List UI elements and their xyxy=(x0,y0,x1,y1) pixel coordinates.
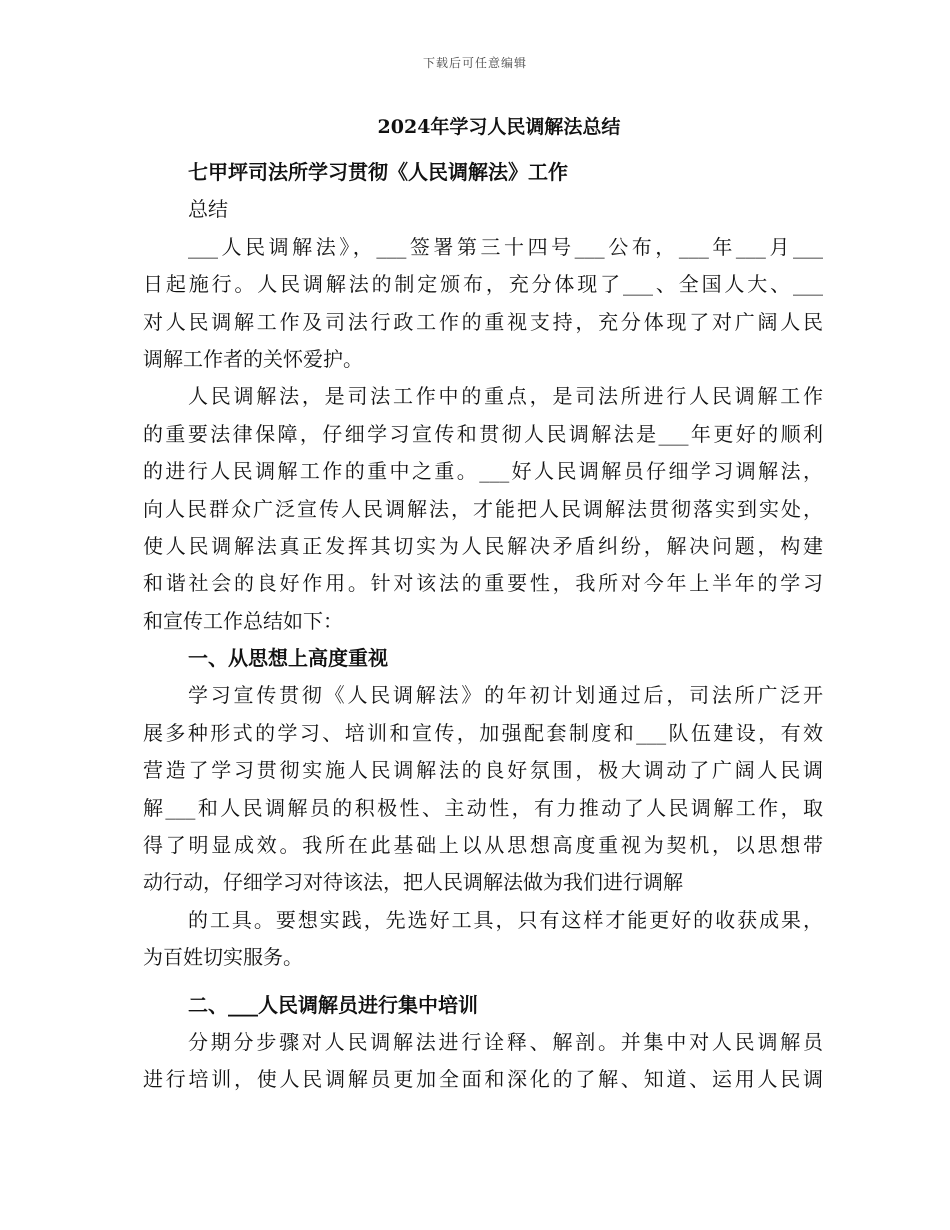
paragraph-line: 动行动，仔细学习对待该法，把人民调解法做为我们进行调解 xyxy=(143,870,683,895)
paragraph-line: 日起施行。人民调解法的制定颁布，充分体现了___、全国人大、___ xyxy=(143,272,823,297)
paragraph-line: 的进行人民调解工作的重中之重。___好人民调解员仔细学习调解法， xyxy=(143,459,823,484)
paragraph-line: 和宣传工作总结如下： xyxy=(143,608,343,633)
paragraph-line: 学习宣传贯彻《人民调解法》的年初计划通过后，司法所广泛开 xyxy=(188,683,823,708)
paragraph-line: 调解工作者的关怀爱护。 xyxy=(143,346,363,371)
section-heading-1: 一、从思想上高度重视 xyxy=(188,646,388,671)
paragraph-line: 和谐社会的良好作用。针对该法的重要性，我所对今年上半年的学习 xyxy=(143,571,823,596)
document-body xyxy=(143,154,823,1099)
paragraph-line: 营造了学习贯彻实施人民调解法的良好氛围，极大调动了广阔人民调 xyxy=(143,758,823,783)
subtitle-line-1: 七甲坪司法所学习贯彻《人民调解法》工作 xyxy=(188,160,568,184)
paragraph-line: ___人民调解法》，___签署第三十四号___公布，___年___月___ xyxy=(188,234,823,259)
paragraph-line: 得了明显成效。我所在此基础上以从思想高度重视为契机，以思想带 xyxy=(143,833,823,858)
paragraph-line: 为百姓切实服务。 xyxy=(143,945,303,970)
paragraph-line: 分期分步骤对人民调解法进行诠释、解剖。并集中对人民调解员 xyxy=(188,1029,823,1054)
paragraph-line: 的重要法律保障，仔细学习宣传和贯彻人民调解法是___年更好的顺利 xyxy=(143,421,823,446)
paragraph-line: 解___和人民调解员的积极性、主动性，有力推动了人民调解工作，取 xyxy=(143,795,823,820)
paragraph-line: 使人民调解法真正发挥其切实为人民解决矛盾纠纷，解决问题，构建 xyxy=(143,533,823,558)
paragraph-line: 进行培训，使人民调解员更加全面和深化的了解、知道、运用人民调 xyxy=(143,1067,823,1092)
header-note: 下载后可任意编辑 xyxy=(422,56,527,70)
section-heading-2: 二、___人民调解员进行集中培训 xyxy=(188,992,478,1017)
paragraph-line: 对人民调解工作及司法行政工作的重视支持，充分体现了对广阔人民 xyxy=(143,309,823,334)
paragraph-line: 向人民群众广泛宣传人民调解法，才能把人民调解法贯彻落实到实处， xyxy=(143,496,823,521)
paragraph-line: 人民调解法，是司法工作中的重点，是司法所进行人民调解工作 xyxy=(188,384,823,409)
document-title: 2024年学习人民调解法总结 xyxy=(377,116,621,138)
subtitle-line-2: 总结 xyxy=(188,197,228,222)
paragraph-line: 的工具。要想实践，先选好工具，只有这样才能更好的收获成果， xyxy=(188,907,823,932)
paragraph-line: 展多种形式的学习、培训和宣传，加强配套制度和___队伍建设，有效 xyxy=(143,720,823,745)
